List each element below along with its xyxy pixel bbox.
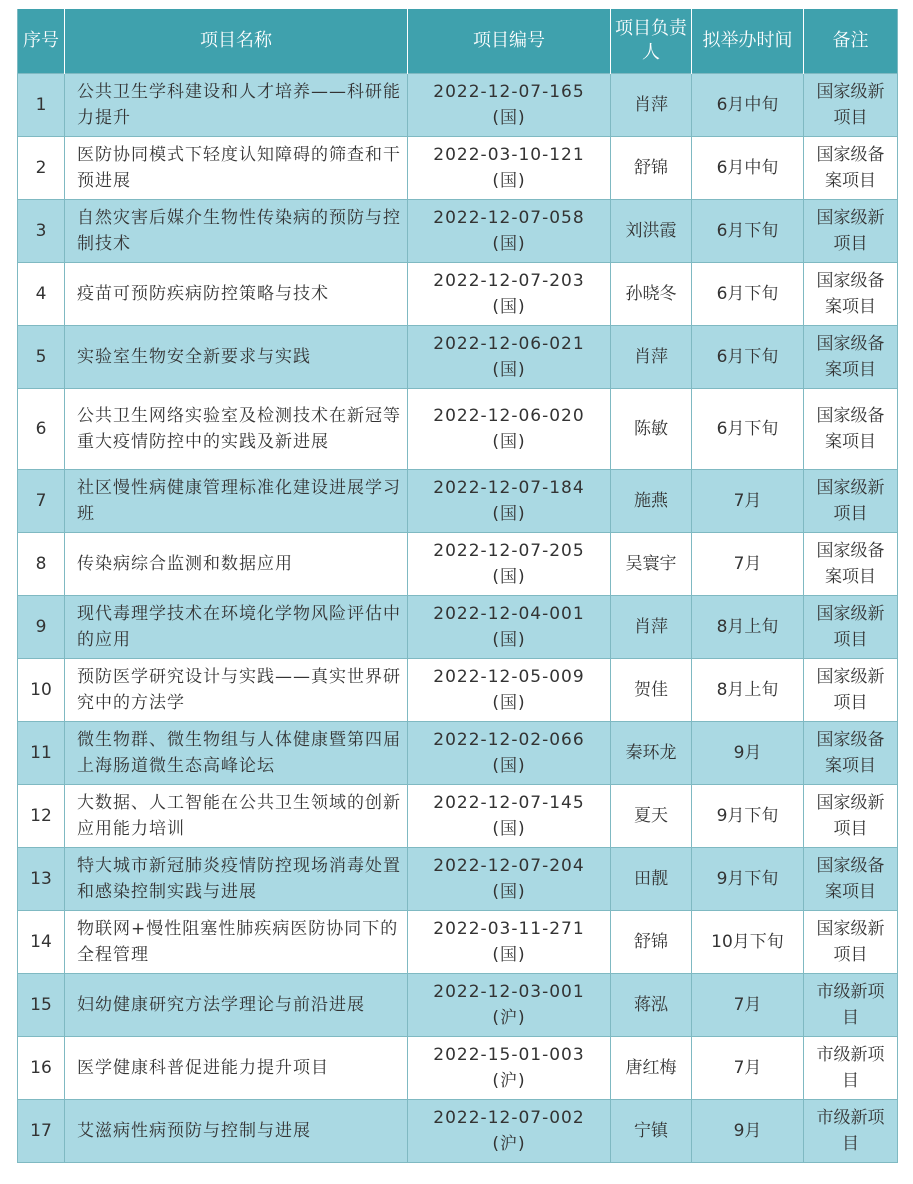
row-code-suffix: (国) — [492, 234, 526, 254]
row-no-cell: 6 — [18, 389, 65, 470]
row-code-suffix: (国) — [492, 945, 526, 965]
row-code-number: 2022-12-03-001 — [433, 982, 585, 1002]
row-code-number: 2022-12-07-145 — [433, 793, 585, 813]
row-time-cell: 6月下旬 — [692, 326, 804, 389]
row-note-cell: 国家级新项目 — [804, 200, 898, 263]
row-person-cell: 刘洪霞 — [611, 200, 692, 263]
row-note-cell: 市级新项目 — [804, 1037, 898, 1100]
table-row — [18, 596, 898, 659]
row-code-number: 2022-12-02-066 — [433, 730, 585, 750]
row-code-cell — [408, 1037, 611, 1100]
row-no-cell: 1 — [18, 74, 65, 137]
row-time-cell: 6月下旬 — [692, 200, 804, 263]
row-code-number: 2022-15-01-003 — [433, 1045, 585, 1065]
row-no-cell: 9 — [18, 596, 65, 659]
table-row — [18, 74, 898, 137]
row-code-number: 2022-12-06-021 — [433, 334, 585, 354]
row-note-cell: 国家级备案项目 — [804, 326, 898, 389]
header-code: 项目编号 — [408, 9, 611, 74]
row-name-cell: 妇幼健康研究方法学理论与前沿进展 — [65, 974, 408, 1037]
row-note-cell: 国家级备案项目 — [804, 137, 898, 200]
row-time-cell: 6月中旬 — [692, 137, 804, 200]
row-code-cell — [408, 533, 611, 596]
row-code-cell — [408, 200, 611, 263]
row-code-cell — [408, 596, 611, 659]
table-row — [18, 137, 898, 200]
row-name-cell: 疫苗可预防疾病防控策略与技术 — [65, 263, 408, 326]
row-time-cell: 8月上旬 — [692, 596, 804, 659]
row-name-cell: 大数据、人工智能在公共卫生领域的创新应用能力培训 — [65, 785, 408, 848]
row-time-cell: 7月 — [692, 1037, 804, 1100]
row-time-cell: 7月 — [692, 533, 804, 596]
table-row — [18, 326, 898, 389]
row-code-number: 2022-12-07-058 — [433, 208, 585, 228]
row-person-cell: 肖萍 — [611, 74, 692, 137]
header-time: 拟举办时间 — [692, 9, 804, 74]
row-code-suffix: (沪) — [492, 1008, 526, 1028]
row-no-cell: 8 — [18, 533, 65, 596]
row-name-cell: 艾滋病性病预防与控制与进展 — [65, 1100, 408, 1163]
row-note-cell: 国家级新项目 — [804, 74, 898, 137]
row-code-cell — [408, 848, 611, 911]
table-row — [18, 722, 898, 785]
row-name-cell: 医学健康科普促进能力提升项目 — [65, 1037, 408, 1100]
row-code-cell — [408, 74, 611, 137]
row-person-cell: 孙晓冬 — [611, 263, 692, 326]
table-row — [18, 974, 898, 1037]
header-person: 项目负责人 — [611, 9, 692, 74]
row-time-cell: 8月上旬 — [692, 659, 804, 722]
table-row — [18, 263, 898, 326]
table-row — [18, 848, 898, 911]
table-row — [18, 389, 898, 470]
row-note-cell: 国家级备案项目 — [804, 722, 898, 785]
row-code-cell — [408, 659, 611, 722]
row-time-cell: 6月下旬 — [692, 389, 804, 470]
row-no-cell: 3 — [18, 200, 65, 263]
row-code-number: 2022-03-10-121 — [433, 145, 585, 165]
row-code-suffix: (国) — [492, 693, 526, 713]
row-code-cell — [408, 263, 611, 326]
row-person-cell: 吴寰宇 — [611, 533, 692, 596]
row-code-cell — [408, 974, 611, 1037]
row-name-cell: 传染病综合监测和数据应用 — [65, 533, 408, 596]
row-time-cell: 9月下旬 — [692, 785, 804, 848]
row-person-cell: 宁镇 — [611, 1100, 692, 1163]
row-person-cell: 施燕 — [611, 470, 692, 533]
row-person-cell: 蒋泓 — [611, 974, 692, 1037]
header-note: 备注 — [804, 9, 898, 74]
row-code-suffix: (国) — [492, 630, 526, 650]
row-time-cell: 6月下旬 — [692, 263, 804, 326]
row-person-cell: 舒锦 — [611, 137, 692, 200]
row-code-number: 2022-12-07-165 — [433, 82, 585, 102]
row-note-cell: 国家级备案项目 — [804, 848, 898, 911]
row-code-suffix: (国) — [492, 756, 526, 776]
row-person-cell: 田靓 — [611, 848, 692, 911]
row-person-cell: 贺佳 — [611, 659, 692, 722]
table-row — [18, 533, 898, 596]
row-name-cell: 物联网+慢性阻塞性肺疾病医防协同下的全程管理 — [65, 911, 408, 974]
row-time-cell: 10月下旬 — [692, 911, 804, 974]
row-name-cell: 现代毒理学技术在环境化学物风险评估中的应用 — [65, 596, 408, 659]
row-code-number: 2022-12-07-184 — [433, 478, 585, 498]
row-time-cell: 9月 — [692, 1100, 804, 1163]
row-note-cell: 国家级新项目 — [804, 911, 898, 974]
header-name: 项目名称 — [65, 9, 408, 74]
row-no-cell: 13 — [18, 848, 65, 911]
row-no-cell: 10 — [18, 659, 65, 722]
row-code-number: 2022-12-07-204 — [433, 856, 585, 876]
row-code-suffix: (国) — [492, 360, 526, 380]
row-name-cell: 公共卫生网络实验室及检测技术在新冠等重大疫情防控中的实践及新进展 — [65, 389, 408, 470]
row-code-number: 2022-12-05-009 — [433, 667, 585, 687]
row-note-cell: 国家级新项目 — [804, 659, 898, 722]
row-name-cell: 预防医学研究设计与实践——真实世界研究中的方法学 — [65, 659, 408, 722]
row-code-suffix: (国) — [492, 297, 526, 317]
row-code-suffix: (国) — [492, 882, 526, 902]
row-name-cell: 实验室生物安全新要求与实践 — [65, 326, 408, 389]
row-note-cell: 国家级备案项目 — [804, 533, 898, 596]
row-no-cell: 7 — [18, 470, 65, 533]
row-no-cell: 16 — [18, 1037, 65, 1100]
row-code-cell — [408, 911, 611, 974]
row-note-cell: 国家级备案项目 — [804, 389, 898, 470]
row-person-cell: 夏天 — [611, 785, 692, 848]
row-name-cell: 微生物群、微生物组与人体健康暨第四届上海肠道微生态高峰论坛 — [65, 722, 408, 785]
row-code-cell — [408, 785, 611, 848]
row-code-suffix: (沪) — [492, 1134, 526, 1154]
row-note-cell: 市级新项目 — [804, 1100, 898, 1163]
project-table — [17, 9, 898, 1163]
row-no-cell: 11 — [18, 722, 65, 785]
row-time-cell: 7月 — [692, 974, 804, 1037]
row-name-cell: 医防协同模式下轻度认知障碍的筛查和干预进展 — [65, 137, 408, 200]
row-code-number: 2022-12-04-001 — [433, 604, 585, 624]
row-no-cell: 5 — [18, 326, 65, 389]
row-code-suffix: (国) — [492, 504, 526, 524]
project-table-container — [17, 9, 897, 1163]
row-code-suffix: (国) — [492, 567, 526, 587]
row-note-cell: 市级新项目 — [804, 974, 898, 1037]
row-name-cell: 特大城市新冠肺炎疫情防控现场消毒处置和感染控制实践与进展 — [65, 848, 408, 911]
row-time-cell: 9月 — [692, 722, 804, 785]
row-person-cell: 肖萍 — [611, 326, 692, 389]
row-code-suffix: (沪) — [492, 1071, 526, 1091]
header-no: 序号 — [18, 9, 65, 74]
table-row — [18, 1037, 898, 1100]
row-time-cell: 6月中旬 — [692, 74, 804, 137]
row-code-cell — [408, 137, 611, 200]
row-person-cell: 秦环龙 — [611, 722, 692, 785]
row-name-cell: 社区慢性病健康管理标准化建设进展学习班 — [65, 470, 408, 533]
row-name-cell: 公共卫生学科建设和人才培养——科研能力提升 — [65, 74, 408, 137]
row-name-cell: 自然灾害后媒介生物性传染病的预防与控制技术 — [65, 200, 408, 263]
table-row — [18, 470, 898, 533]
row-person-cell: 唐红梅 — [611, 1037, 692, 1100]
row-code-number: 2022-12-06-020 — [433, 406, 585, 426]
table-row — [18, 659, 898, 722]
row-time-cell: 9月下旬 — [692, 848, 804, 911]
row-code-suffix: (国) — [492, 108, 526, 128]
row-code-cell — [408, 470, 611, 533]
table-row — [18, 785, 898, 848]
row-code-number: 2022-12-07-002 — [433, 1108, 585, 1128]
table-row — [18, 1100, 898, 1163]
row-code-number: 2022-12-07-205 — [433, 541, 585, 561]
row-code-suffix: (国) — [492, 171, 526, 191]
row-person-cell: 肖萍 — [611, 596, 692, 659]
row-note-cell: 国家级新项目 — [804, 596, 898, 659]
row-time-cell: 7月 — [692, 470, 804, 533]
row-code-suffix: (国) — [492, 819, 526, 839]
row-note-cell: 国家级备案项目 — [804, 263, 898, 326]
table-row — [18, 200, 898, 263]
row-no-cell: 12 — [18, 785, 65, 848]
table-row — [18, 911, 898, 974]
row-code-cell — [408, 389, 611, 470]
row-code-cell — [408, 326, 611, 389]
row-person-cell: 陈敏 — [611, 389, 692, 470]
row-no-cell: 4 — [18, 263, 65, 326]
row-person-cell: 舒锦 — [611, 911, 692, 974]
table-header-row — [18, 9, 898, 74]
row-code-suffix: (国) — [492, 432, 526, 452]
table-body — [18, 74, 898, 1163]
row-note-cell: 国家级新项目 — [804, 785, 898, 848]
row-code-number: 2022-12-07-203 — [433, 271, 585, 291]
row-note-cell: 国家级新项目 — [804, 470, 898, 533]
row-no-cell: 17 — [18, 1100, 65, 1163]
row-code-cell — [408, 722, 611, 785]
row-no-cell: 14 — [18, 911, 65, 974]
row-no-cell: 15 — [18, 974, 65, 1037]
row-no-cell: 2 — [18, 137, 65, 200]
row-code-number: 2022-03-11-271 — [433, 919, 585, 939]
row-code-cell — [408, 1100, 611, 1163]
